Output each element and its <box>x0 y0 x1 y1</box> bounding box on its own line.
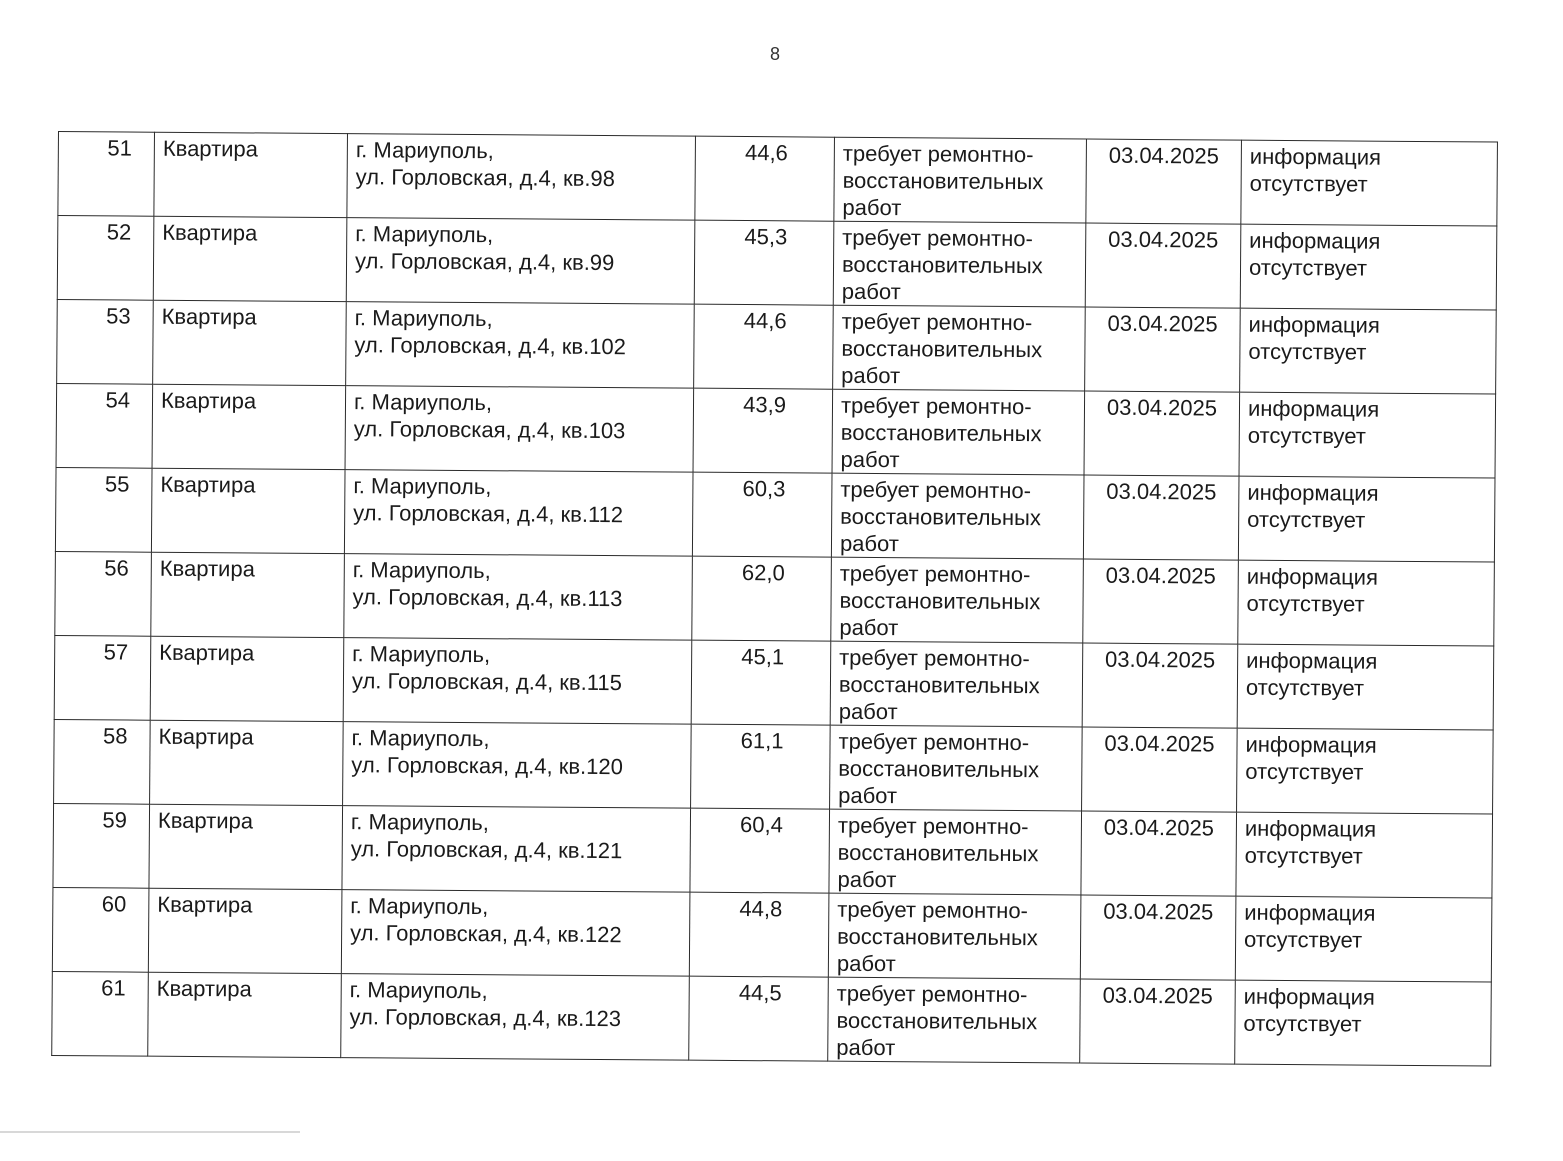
owner-info-cell <box>1238 476 1495 562</box>
row-number-cell <box>57 299 154 384</box>
address-cell <box>347 134 696 221</box>
condition-line-2: восстановительных <box>841 251 1043 279</box>
condition-line-2: восстановительных <box>836 1007 1038 1035</box>
table-row <box>57 299 1497 394</box>
owner-info-cell <box>1237 644 1494 730</box>
owner-info-line-1: информация <box>1246 563 1379 590</box>
row-number: 51 <box>107 135 132 161</box>
condition-line-3: работ <box>839 530 899 557</box>
scan-edge-mark <box>0 1131 300 1133</box>
address-street: ул. Горловская, д.4, кв.103 <box>353 416 626 444</box>
condition-line-1: требует ремонтно- <box>842 224 1033 252</box>
area-value: 60,4 <box>740 812 784 838</box>
owner-info-line-2: отсутствует <box>1248 254 1368 281</box>
condition-cell <box>833 305 1086 391</box>
address-street: ул. Горловская, д.4, кв.123 <box>349 1004 622 1032</box>
address-street: ул. Горловская, д.4, кв.115 <box>351 668 622 696</box>
condition-line-2: восстановительных <box>841 335 1043 363</box>
area-value: 44,5 <box>738 980 782 1006</box>
address-cell <box>343 638 692 725</box>
area-value: 45,1 <box>741 644 785 670</box>
date-cell <box>1085 307 1241 392</box>
area-value: 61,1 <box>740 728 784 754</box>
date-cell <box>1086 139 1242 224</box>
owner-info-line-1: информация <box>1249 143 1382 170</box>
area-cell <box>694 304 834 389</box>
address-street: ул. Горловская, д.4, кв.120 <box>351 752 623 780</box>
owner-info-cell <box>1239 392 1496 478</box>
area-value: 44,8 <box>739 896 783 922</box>
owner-info-cell <box>1241 140 1498 226</box>
date-value: 03.04.2025 <box>1106 478 1217 505</box>
table-body <box>52 132 1498 1067</box>
object-type-cell <box>152 384 346 469</box>
condition-line-1: требует ремонтно- <box>842 140 1034 168</box>
object-type: Квартира <box>160 387 257 414</box>
row-number: 61 <box>101 975 126 1001</box>
condition-cell <box>832 389 1085 475</box>
object-type-cell <box>150 720 344 805</box>
row-number-cell <box>52 971 149 1056</box>
area-cell <box>691 724 831 809</box>
condition-cell <box>828 893 1081 979</box>
date-value: 03.04.2025 <box>1102 982 1213 1009</box>
owner-info-cell <box>1235 980 1492 1066</box>
address-cell <box>346 302 695 389</box>
address-cell <box>346 218 695 305</box>
object-type: Квартира <box>159 639 255 666</box>
address-city: г. Мариуполь, <box>355 221 494 248</box>
area-value: 43,9 <box>743 392 787 418</box>
condition-line-2: восстановительных <box>839 587 1041 615</box>
owner-info-line-2: отсутствует <box>1247 506 1366 533</box>
owner-info-line-1: информация <box>1248 311 1380 338</box>
date-value: 03.04.2025 <box>1105 646 1216 673</box>
date-cell <box>1080 895 1236 980</box>
table-row <box>52 971 1492 1066</box>
date-value: 03.04.2025 <box>1106 394 1218 421</box>
address-street: ул. Горловская, д.4, кв.99 <box>354 248 615 276</box>
owner-info-line-1: информация <box>1247 395 1380 422</box>
area-cell <box>690 808 830 893</box>
owner-info-line-1: информация <box>1243 983 1375 1010</box>
row-number: 59 <box>102 807 128 833</box>
table-row <box>57 216 1497 311</box>
owner-info-line-2: отсутствует <box>1246 590 1365 617</box>
table-row <box>55 551 1495 646</box>
row-number-cell <box>56 383 153 468</box>
address-street: ул. Горловская, д.4, кв.98 <box>355 164 616 192</box>
table-row <box>54 719 1494 814</box>
condition-line-2: восстановительных <box>838 755 1040 783</box>
area-cell <box>692 556 832 641</box>
condition-line-1: требует ремонтно- <box>840 476 1032 504</box>
address-city: г. Мариуполь, <box>351 725 490 752</box>
row-number-cell <box>52 887 149 972</box>
condition-line-1: требует ремонтно- <box>840 392 1032 420</box>
row-number-cell <box>55 551 152 636</box>
area-cell <box>689 976 829 1061</box>
condition-line-1: требует ремонтно- <box>837 812 1029 840</box>
object-type: Квартира <box>158 723 254 750</box>
address-street: ул. Горловская, д.4, кв.113 <box>352 584 623 612</box>
date-cell <box>1083 559 1239 644</box>
condition-cell <box>833 221 1086 307</box>
address-street: ул. Горловская, д.4, кв.112 <box>353 500 624 528</box>
condition-line-1: требует ремонтно- <box>838 728 1030 756</box>
owner-info-line-1: информация <box>1246 647 1378 674</box>
condition-line-2: восстановительных <box>840 503 1041 531</box>
condition-cell <box>828 977 1081 1063</box>
object-type-cell <box>151 468 345 553</box>
date-cell <box>1082 727 1238 812</box>
object-type: Квартира <box>156 975 252 1002</box>
address-city: г. Мариуполь, <box>354 305 493 332</box>
owner-info-line-2: отсутствует <box>1244 842 1363 869</box>
table-row <box>54 635 1494 730</box>
condition-line-3: работ <box>836 950 896 977</box>
condition-line-2: восстановительных <box>837 923 1038 951</box>
address-cell <box>343 722 692 809</box>
owner-info-cell <box>1237 728 1494 814</box>
condition-line-1: требует ремонтно- <box>837 896 1029 924</box>
condition-line-3: работ <box>841 278 901 305</box>
owner-info-line-2: отсутствует <box>1245 674 1365 701</box>
address-city: г. Мариуполь, <box>350 893 489 920</box>
row-number: 55 <box>104 471 130 497</box>
condition-line-3: работ <box>839 614 899 641</box>
date-cell <box>1085 223 1241 308</box>
object-type: Квартира <box>160 471 256 498</box>
object-type: Квартира <box>159 555 255 582</box>
row-number: 58 <box>102 723 128 749</box>
address-city: г. Мариуполь, <box>352 557 491 584</box>
address-cell <box>344 554 693 641</box>
owner-info-line-1: информация <box>1245 731 1377 758</box>
owner-info-line-1: информация <box>1244 815 1377 842</box>
row-number: 54 <box>105 387 131 413</box>
owner-info-line-2: отсутствует <box>1247 422 1366 449</box>
address-cell <box>342 806 691 893</box>
row-number-cell <box>54 635 151 720</box>
condition-cell <box>831 557 1084 643</box>
owner-info-cell <box>1236 812 1493 898</box>
date-value: 03.04.2025 <box>1108 142 1219 169</box>
area-cell <box>689 892 829 977</box>
condition-line-2: восстановительных <box>842 167 1044 195</box>
owner-info-cell <box>1235 896 1492 982</box>
condition-cell <box>834 137 1087 223</box>
address-street: ул. Горловская, д.4, кв.102 <box>354 332 627 360</box>
area-value: 44,6 <box>743 308 787 334</box>
condition-cell <box>831 473 1084 559</box>
address-cell <box>341 890 690 977</box>
row-number: 53 <box>106 303 131 329</box>
date-value: 03.04.2025 <box>1107 310 1218 337</box>
table-row <box>52 887 1492 982</box>
object-type-cell <box>153 300 347 385</box>
condition-line-3: работ <box>836 1034 896 1061</box>
condition-cell <box>830 641 1083 727</box>
page-number: 8 <box>769 44 780 64</box>
condition-line-2: восстановительных <box>838 671 1040 699</box>
address-city: г. Мариуполь, <box>355 137 494 164</box>
date-value: 03.04.2025 <box>1104 730 1215 757</box>
date-cell <box>1081 811 1237 896</box>
address-city: г. Мариуполь, <box>349 977 488 1004</box>
address-city: г. Мариуполь, <box>353 389 493 416</box>
row-number-cell <box>57 216 154 301</box>
row-number: 60 <box>101 891 127 917</box>
address-cell <box>345 386 694 473</box>
owner-info-line-1: информация <box>1247 479 1379 506</box>
row-number: 52 <box>106 219 132 245</box>
table-row <box>53 803 1493 898</box>
condition-line-2: восстановительных <box>840 419 1042 447</box>
address-city: г. Мариуполь, <box>350 809 490 836</box>
table-row <box>58 132 1498 227</box>
object-type-cell <box>153 216 347 301</box>
table-row <box>56 383 1496 478</box>
condition-cell <box>829 809 1082 895</box>
area-cell <box>692 472 832 557</box>
owner-info-cell <box>1238 560 1495 646</box>
date-cell <box>1083 475 1239 560</box>
object-type-cell <box>151 552 345 637</box>
owner-info-line-1: информация <box>1244 899 1376 926</box>
date-cell <box>1084 391 1240 476</box>
date-value: 03.04.2025 <box>1103 898 1214 925</box>
address-city: г. Мариуполь, <box>353 473 492 500</box>
area-cell <box>694 220 834 305</box>
row-number-cell <box>53 803 150 888</box>
condition-line-2: восстановительных <box>837 839 1039 867</box>
owner-info-line-1: информация <box>1249 227 1381 254</box>
object-type-cell <box>148 972 342 1057</box>
object-type: Квартира <box>162 219 258 246</box>
object-type: Квартира <box>157 807 254 834</box>
address-street: ул. Горловская, д.4, кв.121 <box>350 836 623 864</box>
row-number: 57 <box>103 639 129 665</box>
condition-line-3: работ <box>838 782 898 809</box>
row-number-cell <box>55 467 152 552</box>
condition-cell <box>830 725 1083 811</box>
date-value: 03.04.2025 <box>1108 226 1219 253</box>
date-value: 03.04.2025 <box>1105 562 1216 589</box>
object-type: Квартира <box>161 303 257 330</box>
area-value: 44,6 <box>744 140 788 166</box>
owner-info-line-2: отсутствует <box>1245 758 1364 785</box>
date-cell <box>1080 979 1236 1064</box>
object-type-cell <box>150 636 344 721</box>
property-register-table <box>51 131 1498 1067</box>
date-cell <box>1082 643 1238 728</box>
object-type-cell <box>148 888 342 973</box>
area-cell <box>691 640 831 725</box>
condition-line-1: требует ремонтно- <box>839 644 1030 672</box>
owner-info-line-2: отсутствует <box>1249 170 1368 197</box>
owner-info-line-2: отсутствует <box>1243 1010 1362 1037</box>
area-value: 60,3 <box>742 476 786 502</box>
owner-info-cell <box>1240 308 1497 394</box>
row-number-cell <box>58 132 155 217</box>
row-number-cell <box>54 719 151 804</box>
condition-line-1: требует ремонтно- <box>839 560 1031 588</box>
row-number: 56 <box>104 555 129 581</box>
condition-line-3: работ <box>841 362 901 389</box>
owner-info-line-2: отсутствует <box>1244 926 1363 953</box>
condition-line-3: работ <box>840 446 900 473</box>
condition-line-3: работ <box>842 194 902 221</box>
address-cell <box>341 974 690 1061</box>
object-type-cell <box>149 804 343 889</box>
object-type-cell <box>154 132 348 217</box>
table-row <box>55 467 1495 562</box>
condition-line-3: работ <box>837 866 897 893</box>
condition-line-1: требует ремонтно- <box>841 308 1033 336</box>
area-value: 45,3 <box>744 224 788 250</box>
condition-line-1: требует ремонтно- <box>836 980 1028 1008</box>
area-value: 62,0 <box>741 560 785 586</box>
address-cell <box>344 470 693 557</box>
address-city: г. Мариуполь, <box>352 641 491 668</box>
area-cell <box>695 136 835 221</box>
owner-info-line-2: отсутствует <box>1248 338 1367 365</box>
owner-info-cell <box>1240 224 1497 310</box>
object-type: Квартира <box>157 891 253 918</box>
date-value: 03.04.2025 <box>1103 814 1215 841</box>
address-street: ул. Горловская, д.4, кв.122 <box>350 920 622 948</box>
condition-line-3: работ <box>838 698 898 725</box>
object-type: Квартира <box>162 135 259 162</box>
area-cell <box>693 388 833 473</box>
